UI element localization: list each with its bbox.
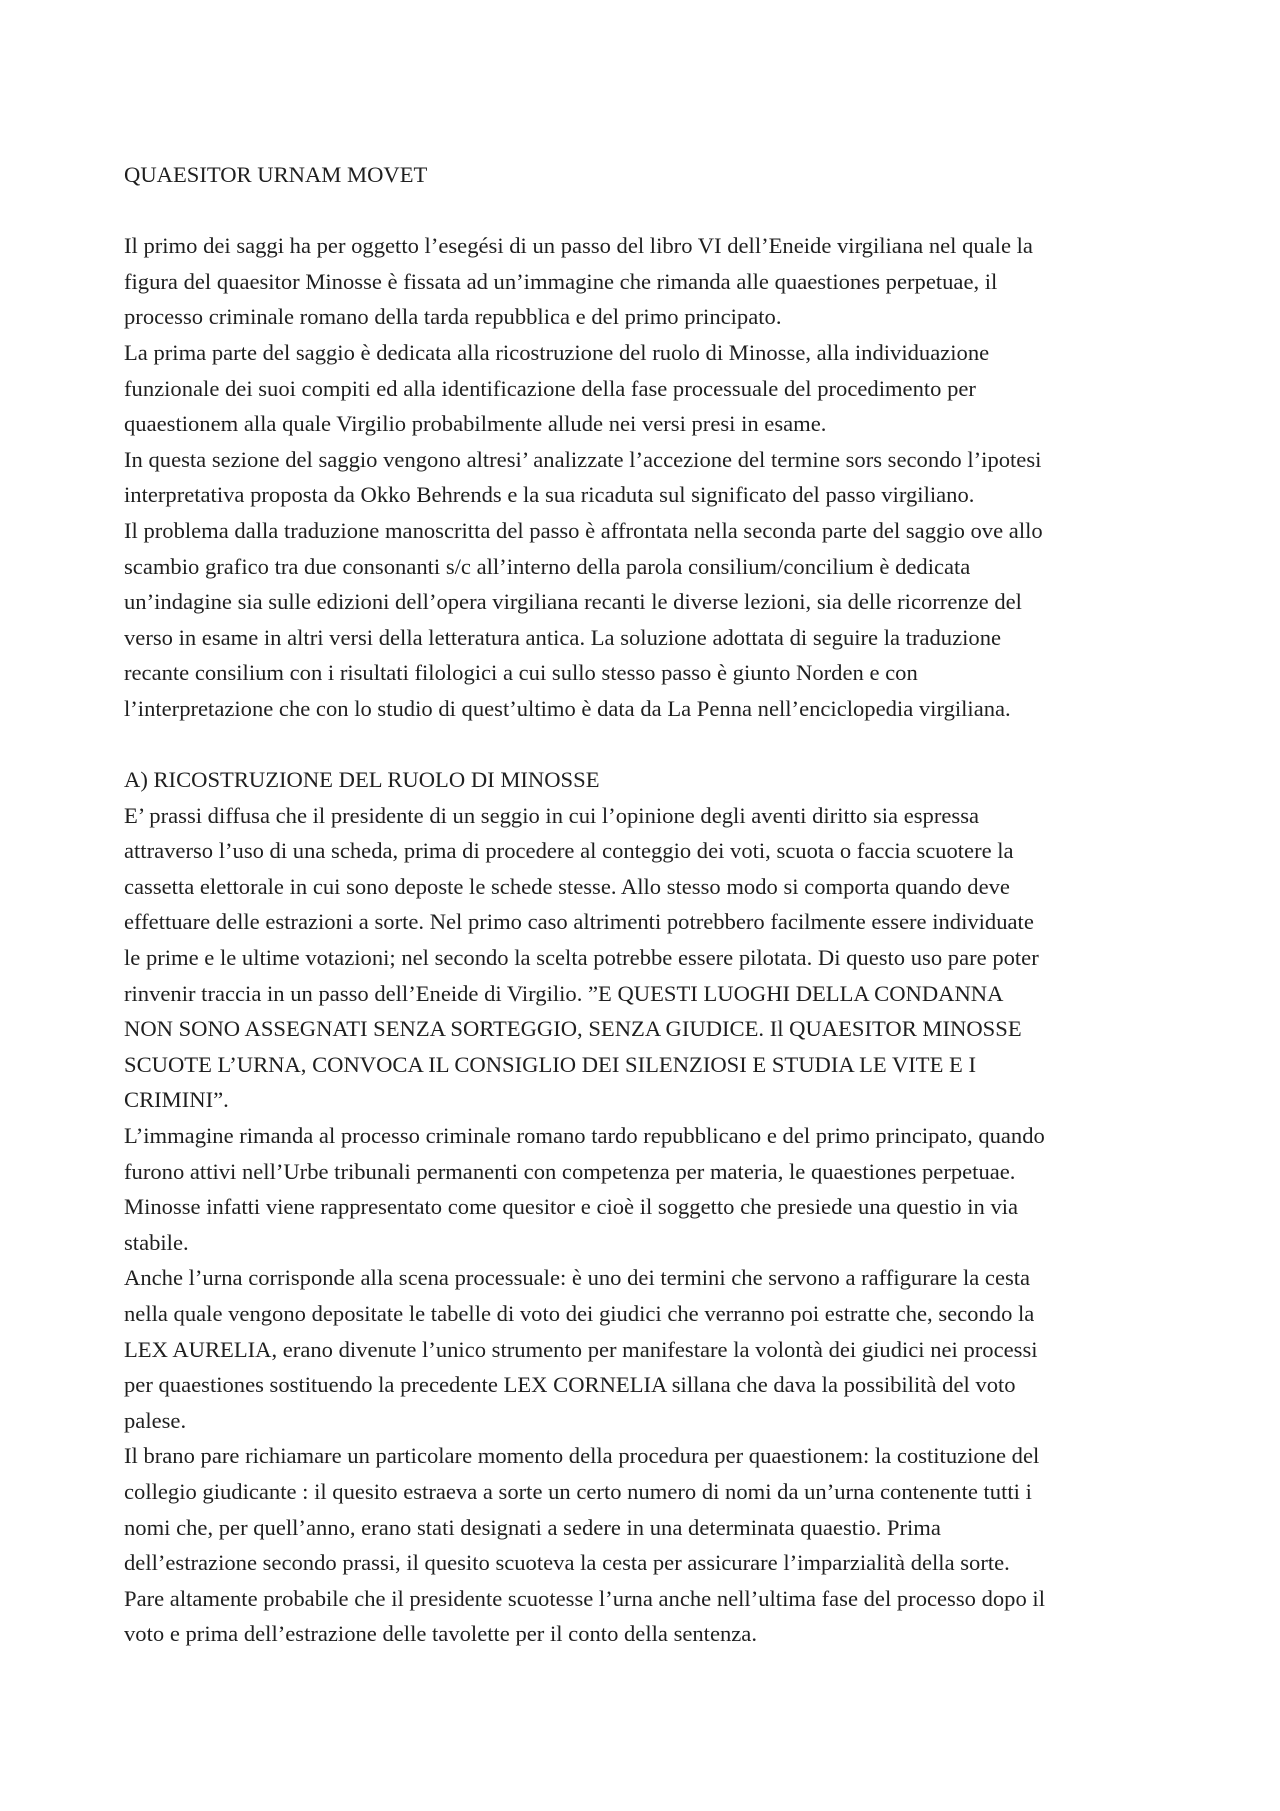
text-line: Il brano pare richiamare un particolare momento della procedura per quaestionem: la costituzione del [124, 1443, 1040, 1469]
section-paragraphs [124, 798, 1174, 1652]
text-line: NON SONO ASSEGNATI SENZA SORTEGGIO, SENZA GIUDICE. Il QUAESITOR MINOSSE [124, 1016, 1022, 1042]
text-line: La prima parte del saggio è dedicata alla ricostruzione del ruolo di Minosse, alla individuazione [124, 339, 990, 365]
text-line: palese. [124, 1407, 187, 1433]
text-line: SCUOTE L’URNA, CONVOCA IL CONSIGLIO DEI SILENZIOSI E STUDIA LE VITE E I [124, 1051, 977, 1077]
text-line: rinvenir traccia in un passo dell’Eneide di Virgilio. ”E QUESTI LUOGHI DELLA CONDANNA [124, 980, 1004, 1006]
text-line: In questa sezione del saggio vengono altresi’ analizzate l’accezione del termine sors secondo l’ipotesi [124, 446, 1042, 472]
text-line: per quaestiones sostituendo la precedente LEX CORNELIA sillana che dava la possibilità del voto [124, 1372, 1016, 1398]
text-line: verso in esame in altri versi della letteratura antica. La soluzione adottata di seguire la traduzione [124, 624, 1002, 650]
document-title: QUAESITOR URNAM MOVET [124, 162, 428, 187]
text-line: quaestionem alla quale Virgilio probabilmente allude nei versi presi in esame. [124, 411, 827, 437]
text-line: dell’estrazione secondo prassi, il quesito scuoteva la cesta per assicurare l’imparzialità della sorte. [124, 1550, 1010, 1576]
text-line: un’indagine sia sulle edizioni dell’opera virgiliana recanti le diverse lezioni, sia delle ricorrenze del [124, 589, 1022, 615]
text-line: le prime e le ultime votazioni; nel secondo la scelta potrebbe essere pilotata. Di questo uso pare poter [124, 945, 1039, 971]
text-line: voto e prima dell’estrazione delle tavolette per il conto della sentenza. [124, 1621, 757, 1647]
text-line: Il primo dei saggi ha per oggetto l’esegési di un passo del libro VI dell’Eneide virgiliana nel quale la [124, 233, 1033, 259]
text-line: Anche l’urna corrisponde alla scena processuale: è uno dei termini che servono a raffigurare la cesta [124, 1265, 1031, 1291]
text-line: attraverso l’uso di una scheda, prima di procedere al conteggio dei voti, scuota o faccia scuotere la [124, 838, 1014, 864]
text-line: funzionale dei suoi compiti ed alla identificazione della fase processuale del procedimento per [124, 375, 976, 401]
text-line: L’immagine rimanda al processo criminale romano tardo repubblicano e del primo principato, quando [124, 1123, 1045, 1149]
text-line: E’ prassi diffusa che il presidente di un seggio in cui l’opinione degli aventi diritto sia espressa [124, 802, 980, 828]
text-line: figura del quaesitor Minosse è fissata ad un’immagine che rimanda alle quaestiones perpetuae, il [124, 268, 998, 294]
text-line: furono attivi nell’Urbe tribunali permanenti con competenza per materia, le quaestiones perpetuae. [124, 1158, 1016, 1184]
document-page [124, 157, 1174, 1652]
text-line: interpretativa proposta da Okko Behrends e la sua ricaduta sul significato del passo virgiliano. [124, 482, 975, 508]
text-line: l’interpretazione che con lo studio di quest’ultimo è data da La Penna nell’enciclopedia virgiliana. [124, 695, 1011, 721]
text-line: effettuare delle estrazioni a sorte. Nel primo caso altrimenti potrebbero facilmente essere individuate [124, 909, 1034, 935]
text-line: cassetta elettorale in cui sono deposte le schede stesse. Allo stesso modo si comporta quando deve [124, 873, 1010, 899]
text-line: recante consilium con i risultati filologici a cui sullo stesso passo è giunto Norden e con [124, 660, 918, 686]
text-line: stabile. [124, 1229, 189, 1255]
text-line: nomi che, per quell’anno, erano stati designati a sedere in una determinata quaestio. Prima [124, 1514, 941, 1540]
text-line: nella quale vengono depositate le tabelle di voto dei giudici che verranno poi estratte che, secondo la [124, 1301, 1035, 1326]
spacer [124, 193, 1174, 229]
text-line: collegio giudicante : il quesito estraeva a sorte un certo numero di nomi da un’urna contenente tutti i [124, 1478, 1032, 1504]
section-heading: A) RICOSTRUZIONE DEL RUOLO DI MINOSSE [124, 767, 600, 793]
intro-paragraphs [124, 228, 1174, 726]
text-line: LEX AURELIA, erano divenute l’unico strumento per manifestare la volontà dei giudici nei processi [124, 1336, 1038, 1362]
spacer [124, 727, 1174, 763]
text-line: scambio grafico tra due consonanti s/c all’interno della parola consilium/concilium è dedicata [124, 553, 971, 579]
text-line: CRIMINI”. [124, 1087, 229, 1113]
text-line: Pare altamente probabile che il presidente scuotesse l’urna anche nell’ultima fase del processo dopo il [124, 1585, 1045, 1611]
text-line: Minosse infatti viene rappresentato come quesitor e cioè il soggetto che presiede una questio in via [124, 1194, 1019, 1220]
text-line: processo criminale romano della tarda repubblica e del primo principato. [124, 304, 782, 330]
text-line: Il problema dalla traduzione manoscritta del passo è affrontata nella seconda parte del saggio ove allo [124, 517, 1043, 543]
